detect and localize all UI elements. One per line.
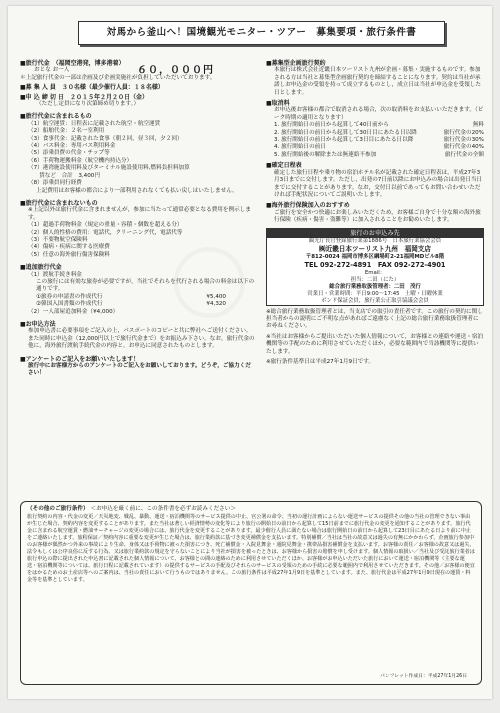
validity-note: ※旅行条件基準日は平成27年1月9日です。 xyxy=(266,358,374,365)
cancel-fee: 旅行代金の40% xyxy=(443,144,484,151)
contact-registration: 観光庁長官登録旅行業第1886号 日本旅行業協会会員 xyxy=(308,237,442,244)
price-label: ■旅行代金 （福岡空港発，博多港着） xyxy=(20,60,125,67)
contact-email[interactable]: Email： xyxy=(364,269,386,276)
contact-company: ㈱近畿日本ツーリスト九州 福岡支店 xyxy=(319,244,431,253)
cancel-label: 1. 旅行開始日の前日から起算して40日前から xyxy=(274,122,389,129)
cancel-label: 4. 旅行開始日の前日 xyxy=(274,144,326,151)
deadline: ■申 込 締 切 日 ２０１５年２月２０日（金） xyxy=(20,93,149,101)
cancel-row xyxy=(266,122,484,129)
document-page xyxy=(8,6,492,699)
terms-subtitle: ＜お申込を厳く前に、この条件書を必ずお読みください＞ xyxy=(90,506,236,512)
cancel-heading: ■取消料 xyxy=(266,100,290,108)
procedure-heading: ■お申込方法 xyxy=(20,321,56,328)
insurance-text: ご旅行を安全かつ快適にお楽しみいただくため，お客様ご自身で十分な額の海外旅行保険（疾病・傷害・盗難等）に加入されることをお勧めいたします。 xyxy=(274,209,481,224)
promoter-text: 本旅行は株式会社近畿日本ツーリスト九州が企画・募集・実施するものです。参加される方は当社と募集型企画旅行契約を締結することになります。契約は当社が承諾しお申込金の受領を持って成立するものとし，成立日は当社が申込金を受領した日とします。 xyxy=(274,67,481,96)
excluded-note: ※上記以外は旅行代金に含まれませんが，参加に当たって通常必要となる費用を例示します。 xyxy=(28,207,251,221)
cancel-row xyxy=(266,130,484,137)
price-note: ＊上記旅行代金の一部は企画及び企画実施社が負担していただいております。 xyxy=(20,74,216,81)
additional-item: （1）渡航手続き料金 xyxy=(28,271,82,278)
capacity: ■募 集 人 員 ３０名様（最少催行人員：１８名様） xyxy=(20,84,164,92)
docs-text: 確定した旅行日程や乗り物の宿泊ホテル名が記載された確定日程表は，平成27年3月3日までに交付します。ただし，出発の7日前以降にお申込みの場合は出発日当日までに交付することがあります。なお，交付日以前であってもお問い合わせいただければ手配状況についてご説明いたします。 xyxy=(274,169,483,198)
included-item: （5）添乗員費の代金・チップ等 xyxy=(28,150,110,157)
included-item: （8）添乗員同行経費 xyxy=(28,180,82,187)
additional-item: ①旅券の申請書の作成代行 xyxy=(36,293,103,300)
cancel-row xyxy=(266,144,484,151)
contact-hours: 営業日・営業時間：平日9:00～17:45 土曜・日曜休業 xyxy=(307,290,443,297)
procedure-text: 参加申込書に必要事項をご記入の上，パスポートのコピーと共に弊社へご送付ください。また同時に申込金（12,000円以上で旅行代金まで）をお振込み下さい。なお，旅行代金の他に，海外旅行渡航手続代金の内容と，お申込に同意されたものとします。 xyxy=(28,328,255,350)
print-date: パンフレット作成日：平成27年1月26日 xyxy=(380,674,467,679)
left-column xyxy=(20,58,256,378)
included-item: （4）バス料金：専用バス利用料金 xyxy=(28,143,116,150)
price-value: ６０，０００円 xyxy=(137,65,214,77)
contact-heading: 旅行のお申込み先 xyxy=(267,229,483,238)
right-column xyxy=(266,58,484,366)
price-sub: おとな お一人 xyxy=(34,67,70,74)
additional-item: この旅行には有効な旅券が必要ですが，当社でそれらを代行される場合の料金は以下の通りです。 xyxy=(36,278,255,293)
included-item: （2）船舶代金：２名一室利用 xyxy=(28,128,105,135)
excluded-item: （1）超過手荷物料金（規定の重量・容積・個数を超える分） xyxy=(28,222,183,229)
additional-heading: ■追加旅行代金 xyxy=(20,264,62,272)
fee-row xyxy=(20,301,226,308)
survey-heading: ■アンケートのご記入をお願いいたします！ xyxy=(20,355,140,363)
included-item: 賃など 合計 3,400円 xyxy=(28,172,100,179)
cancel-fee: 旅行代金の全額 xyxy=(444,151,484,158)
terms-title: （その他のご旅行条件） xyxy=(27,506,89,512)
terms-heading xyxy=(27,506,475,513)
additional-item: （2）一人部屋追加料金（¥4,000） xyxy=(28,308,119,315)
page-title: 対馬から釜山へ！国境観光モニター・ツアー 募集要項・旅行条件書 xyxy=(78,21,445,45)
contact-address: 〒812-0024 福岡市博多区綱場町2-21福岡MDビル8階 xyxy=(305,253,445,260)
contact-assoc: ボンド保証会員，旅行業公正取引協議会会員 xyxy=(321,297,429,304)
included-item: （6）手荷物運搬料金（航空機内持込分） xyxy=(28,157,133,164)
cancel-intro: お申込後お客様の都合で取消される場合，次の取消料をお支払いいただきます。（ピーク時期の適用となります） xyxy=(274,107,484,121)
included-item: （3）食事代金：記載された食事（朝２回，昼３回，夕２回） xyxy=(28,135,183,142)
survey-text: 旅行中にお客様方からのアンケートのご記入をお願いしております。どうぞ，ご協力ください！ xyxy=(28,363,251,377)
deadline-note: （ただし定員になり次第締め切ります。） xyxy=(36,101,140,108)
contact-manager: 総合旅行業務取扱管理者：二田 茂行 xyxy=(329,283,421,290)
cancel-row xyxy=(266,152,484,159)
manager-note: ※総合旅行業務取扱管理者とは，当支店での取引の責任者です。この旅行の契約に関し担当者からの説明にご不明な点があればご遠慮なく上記の総合旅行業務取扱管理者にお尋ねください。 xyxy=(266,308,483,330)
included-item: （1）航空運賃：日程表に記載された航空・航空運賃 xyxy=(28,120,161,127)
cancel-fee: 旅行代金の20% xyxy=(443,129,484,136)
cancel-fee: 無料 xyxy=(472,122,484,129)
insurance-heading: ■海外旅行保険加入のおすすめ xyxy=(266,202,350,210)
additional-item: ②韓国入国書類の作成代行 xyxy=(36,301,103,308)
excluded-item: （2）個人的性格の費用：電話代，クリーニング代，電話代等 xyxy=(28,229,183,236)
promoter-heading: ■募集型企画旅行契約 xyxy=(266,60,326,67)
price-row xyxy=(20,65,214,77)
personal-info-note: ※当社はお客様からご提出いただいた個人情報について，お客様との連絡や運送・宿泊機関等の手配のために利用させていただくほか，必要な範囲内で当該機関等に提供いたします。 xyxy=(266,333,484,355)
docs-heading: ■確定日程表 xyxy=(266,162,302,170)
contact-person: 担当：二田（にた） xyxy=(350,276,400,283)
terms-box xyxy=(20,501,482,685)
terms-body: 旅行契約の内容・代金の変更／天災地変、戦乱、暴動、運送・宿泊機関等のサービス提供の中止、官公署の命令、当初の運行計画によらない運送サービスの提供その他の当社の管理できない事由が生じた場合、契約内容を変更することがあります。また当社は著しい経済情勢の変化等により旅行の開始日の前日から起算して15日前までに旅行代金の変更を通知することがあります。旅行代金に含まれる航空運賃・燃油サーチャージの変更の場合には、旅行代金を変更することがあります。最少催行人員に満たない場合は旅行開始日の前日から起算して23日目にあたる日より前に中止をご連絡いたします。旅程保証／契約内容に重要な変更が生じた場合は、旅行業約款に基づき変更補償金を支払います。特別補償／当社は当社の故意又は過失の有無にかかわらず、企画旅行参加中のお客様が偶然かつ外来の事故により生命、身体又は手荷物に被った損害につき、死亡補償金・入院見舞金・通院見舞金・携帯品損害補償金を支払います。お客様の責任／お客様の故意又は過失、法令もしくは公序良俗に反する行為、又は旅行業約款の規定を守らないことにより当社が損害を被ったときは、お客様から損害の賠償を申し受けます。個人情報の取扱い／当社及び受託旅行業者は旅行申込の際に提出された申込書に記載された個人情報について、お客様との間の連絡のために利用させていただくほか、お客様がお申込いただいた旅行において運送・宿泊機関等（主要な運送・宿泊機関等については、旅行日程に記載されています）の提供するサービスの手配及びそれらのサービスの受領のための手続に必要な範囲内で利用させていただきます。その他／お客様の便宜をはかるためのお土産店等へのご案内は、当社の責任において行うものではありません。この旅行条件は平成27年1月9日を基準としています。また、旅行代金は平成27年1月9日現在の運賃・料金等を基準としています。 xyxy=(27,514,475,583)
included-heading: ■旅行代金に含まれるもの xyxy=(20,113,92,121)
excluded-item: （4）傷病・疾病に関する医療費 xyxy=(28,244,110,251)
included-item: （7）港湾施設使用料及びターミナル施設使用料,燃料負担料加算 xyxy=(28,165,190,172)
contact-tel: TEL 092-272-4891 FAX 092-272-4901 xyxy=(304,260,446,269)
cancel-label: 3. 旅行開始日の前日から起算して3日目にあたる日以降 xyxy=(274,137,414,144)
cancel-label: 2. 旅行開始日の前日から起算して30日目にあたる日以降 xyxy=(274,129,417,136)
contact-box xyxy=(266,228,484,306)
cancel-fee: 旅行代金の30% xyxy=(443,137,484,144)
included-note: 上記費用はお客様の都合により一部利用されなくても払い戻しはいたしません。 xyxy=(36,187,238,194)
excluded-heading: ■旅行代金に含まれないもの xyxy=(20,199,98,207)
excluded-item: （3）不要物航空保険料 xyxy=(28,236,88,243)
fee-value: ¥4,320 xyxy=(206,301,226,308)
cancel-label: 5. 旅行開始後の解除または無連絡不参加 xyxy=(274,151,377,158)
excluded-item: （5）任意の海外旅行傷害保険料 xyxy=(28,251,110,258)
fee-value: ¥5,400 xyxy=(206,293,226,300)
